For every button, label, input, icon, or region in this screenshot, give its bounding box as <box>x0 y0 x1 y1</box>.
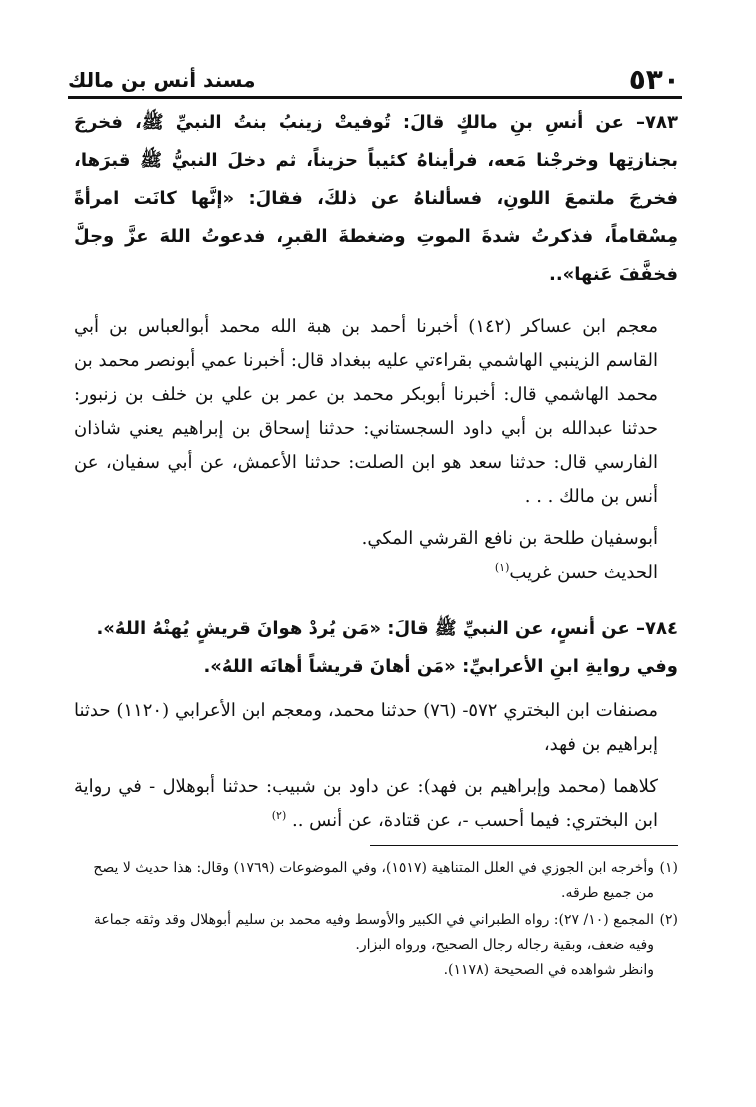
footnote-ref-1: (١) <box>494 561 510 574</box>
footnote-2 <box>74 908 678 983</box>
footnote-2-number: (٢) <box>659 912 678 928</box>
header-rule <box>68 96 682 99</box>
page-header <box>68 50 680 94</box>
running-title: مسند أنس بن مالك <box>68 68 256 92</box>
main-text <box>74 104 678 838</box>
hadith-784-variant: وفي روايةِ ابنِ الأعرابيِّ: «مَن أهانَ قريشاً أهانَه اللهُ». <box>203 656 678 677</box>
hadith-784: ٧٨٤– عن أنسٍ، عن النبيِّ ﷺ قالَ: «مَن يُردْ هوانَ قريشٍ يُهنْهُ اللهُ». <box>96 618 678 639</box>
footnote-1-number: (١) <box>659 860 678 876</box>
grading-text: الحديث حسن غريب <box>509 562 658 583</box>
grading-note <box>74 556 678 590</box>
hadith-783: ٧٨٣– عن أنسِ بنِ مالكٍ قالَ: تُوفيتْ زينبُ بنتُ النبيِّ ﷺ، فخرجَ بجنازتِها وخرجْنا مَعه، فرأيناهُ كئيباً حزيناً، ثم دخلَ النبيُّ ﷺ قبرَها، فخرجَ ملتمعَ اللونِ، فسألناهُ عن ذلكَ، فقالَ: «إنَّها كانَت امرأةً مِسْقاماً، فذكرتُ شدةَ الموتِ وضغطةَ القبرِ، فدعوتُ اللهَ عزَّ وجلَّ فخفَّفَ عَنها».. <box>74 112 678 285</box>
narrator-note: أبوسفيان طلحة بن نافع القرشي المكي. <box>361 528 658 549</box>
footnote-rule <box>370 845 678 846</box>
footnote-2-extra: وانظر شواهده في الصحيحة (١١٧٨). <box>443 962 654 978</box>
isnad-784-chain-text: كلاهما (محمد وإبراهيم بن فهد): عن داود بن شبيب: حدثنا أبوهلال - في رواية ابن البختري: فيما أحسب -، عن قتادة، عن أنس .. <box>74 776 658 831</box>
isnad-784-chain <box>74 770 678 838</box>
page-number: ٥٣٠ <box>628 63 680 96</box>
footnotes <box>74 856 678 985</box>
footnote-2-text: المجمع (١٠/ ٢٧): رواه الطبراني في الكبير والأوسط وفيه محمد بن سليم أبوهلال وقد وثقه جماعة وفيه ضعف، وبقية رجاله رجال الصحيح، ورواه البزار. <box>93 912 654 953</box>
footnote-1-text: وأخرجه ابن الجوزي في العلل المتناهية (١٥١٧)، وفي الموضوعات (١٧٦٩) وقال: هذا حديث لا يصح من جميع طرقه. <box>93 860 654 901</box>
footnote-ref-2: (٢) <box>271 809 287 822</box>
footnote-1 <box>74 856 678 906</box>
isnad-783: معجم ابن عساكر (١٤٢) أخبرنا أحمد بن هبة الله محمد أبوالعباس بن أبي القاسم الزينبي الهاشمي بقراءتي عليه ببغداد قال: أخبرنا عمي أبونصر محمد بن محمد الهاشمي قال: أخبرنا أبوبكر محمد بن عمر بن علي بن خلف بن زنبور: حدثنا عبدالله بن أبي داود السجستاني: حدثنا إسحاق بن إبراهيم يعني شاذان الفارسي قال: حدثنا سعد هو ابن الصلت: حدثنا الأعمش، عن أبي سفيان، عن أنس بن مالك . . . <box>74 316 659 507</box>
isnad-784-sources: مصنفات ابن البختري ٥٧٢- (٧٦) حدثنا محمد، ومعجم ابن الأعرابي (١١٢٠) حدثنا إبراهيم بن فهد، <box>74 700 658 755</box>
